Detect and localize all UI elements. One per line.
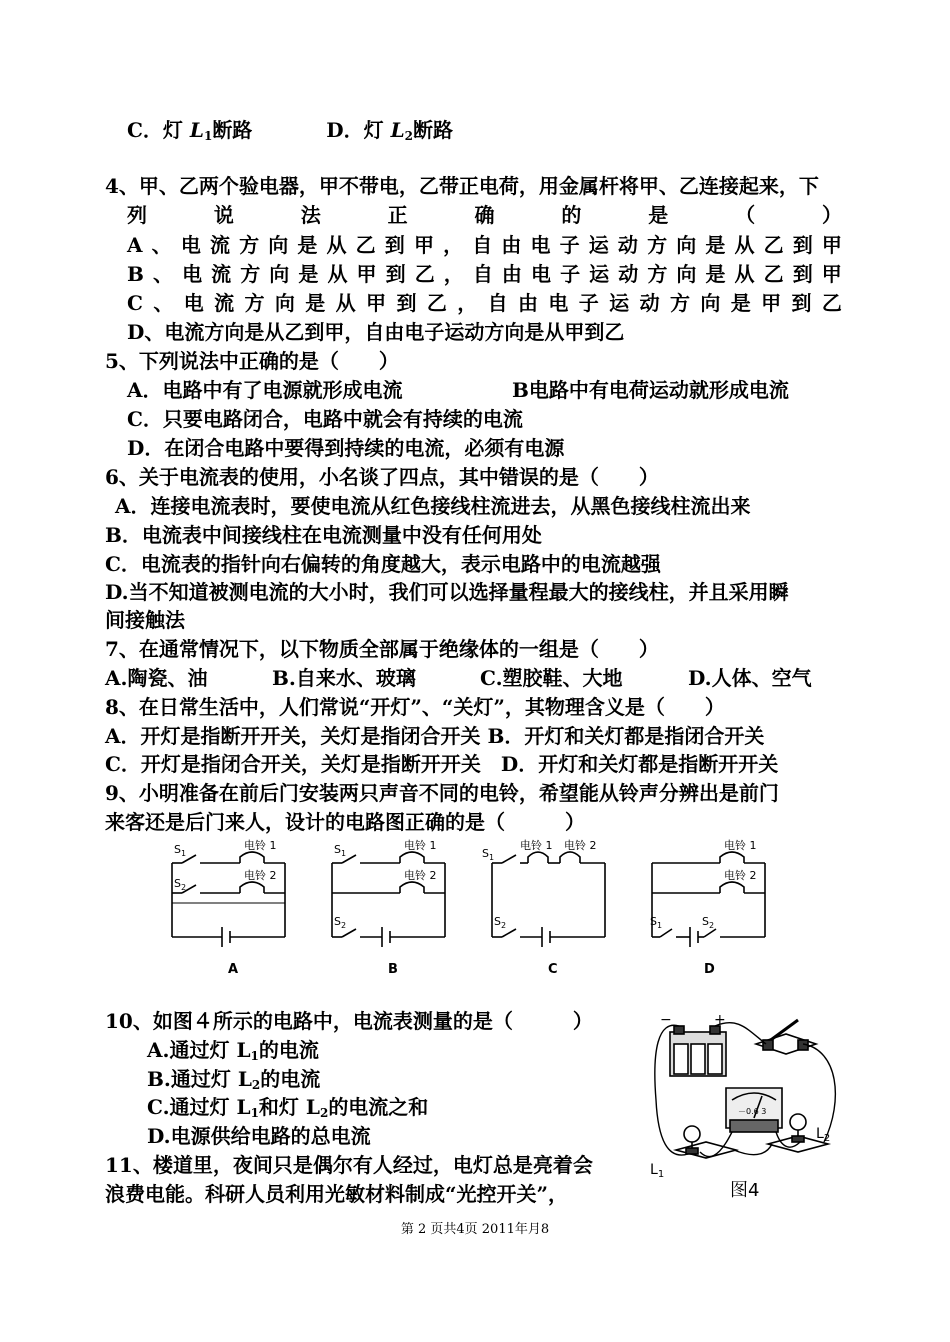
q4-option-b xyxy=(127,260,842,288)
q4-c-char: 方 xyxy=(669,291,690,315)
q4-a-char: 由 xyxy=(501,233,522,257)
label-d-bell2: 电铃 2 xyxy=(724,869,757,882)
q4-c-char: 到 xyxy=(396,291,417,315)
q6-option-b: B．电流表中间接线柱在电流测量中没有任何用处 xyxy=(105,523,542,547)
q4-a-char: 乙 xyxy=(355,233,376,257)
q4-a-char: 向 xyxy=(676,233,697,257)
q4-b-char: 甲 xyxy=(821,262,842,286)
q8-options-cd: C．开灯是指闭合开关，关灯是指断开开关 D．开灯和关灯都是指断开开关 xyxy=(105,752,779,776)
q6-option-c: C．电流表的指针向右偏转的角度越大，表示电路中的电流越强 xyxy=(105,552,661,576)
q11-stem-line2: 浪费电能。科研人员利用光敏材料制成“光控开关”， xyxy=(105,1182,569,1206)
q4-a-char: 电 xyxy=(180,233,201,257)
q4-a-char: 子 xyxy=(559,233,580,257)
q5-option-c: C．只要电路闭合，电路中就会有持续的电流 xyxy=(127,407,523,431)
q4-a-char: 从 xyxy=(326,233,347,257)
q10-option-c: C.通过灯 $L_1$和灯 $L_2$的电流之和 xyxy=(147,1095,429,1120)
q4-a-char: 、 xyxy=(151,233,172,257)
label-c-s2: $S_2$ xyxy=(494,915,507,930)
battery-pack xyxy=(670,1026,726,1076)
q4-b-char: 方 xyxy=(647,262,668,286)
q5-option-b: B电路中有电荷运动就形成电流 xyxy=(512,378,789,402)
q4-b-char: 自 xyxy=(472,262,493,286)
label-c-bell2: 电铃 2 xyxy=(564,839,597,852)
q4-stem2-char: 正 xyxy=(387,203,408,227)
q11-stem-line1: 11、楼道里，夜间只是偶尔有人经过，电灯总是亮着会 xyxy=(105,1153,593,1177)
label-d-s1: $S_1$ xyxy=(650,915,663,930)
q4-b-char: 从 xyxy=(734,262,755,286)
q4-b-char: 动 xyxy=(618,262,639,286)
q4-stem-line2 xyxy=(127,201,842,229)
q4-a-char: 乙 xyxy=(763,233,784,257)
q4-b-char: 子 xyxy=(560,262,581,286)
q4-c-char: 向 xyxy=(274,291,295,315)
q4-b-char: 乙 xyxy=(763,262,784,286)
q4-a-char: 甲 xyxy=(413,233,434,257)
q4-b-char: 由 xyxy=(501,262,522,286)
q4-b-char: ， xyxy=(443,262,464,286)
q4-c-char: 、 xyxy=(153,291,174,315)
q7-option-c: C.塑胶鞋、大地 xyxy=(480,666,623,690)
circuit-label-d: D xyxy=(704,962,715,977)
q4-a-char: 甲 xyxy=(821,233,842,257)
q4-a-char: 到 xyxy=(384,233,405,257)
label-c-bell1: 电铃 1 xyxy=(520,839,553,852)
q4-stem2-char: 是 xyxy=(648,203,669,227)
label-d-s2: $S_2$ xyxy=(702,915,715,930)
q4-b-char: 电 xyxy=(531,262,551,286)
q4-c-char: 方 xyxy=(244,291,265,315)
q4-b-char: 、 xyxy=(152,262,173,286)
q4-a-char: 流 xyxy=(209,233,230,257)
q5-option-d: D．在闭合电路中要得到持续的电流，必须有电源 xyxy=(127,436,565,460)
q4-b-char: 到 xyxy=(385,262,406,286)
label-a-bell2: 电铃 2 xyxy=(244,869,277,882)
q4-stem2-char: 确 xyxy=(474,203,495,227)
q4-c-char: 到 xyxy=(791,291,812,315)
fig4-minus: − xyxy=(660,1012,672,1028)
q4-c-char: C xyxy=(127,291,143,315)
q4-c-char: 运 xyxy=(609,291,630,315)
q4-a-char: 动 xyxy=(617,233,638,257)
q4-c-char: 甲 xyxy=(366,291,387,315)
q8-options-ab: A．开灯是指断开开关，关灯是指闭合开关 B．开灯和关灯都是指闭合开关 xyxy=(105,724,765,748)
label-b-bell2: 电铃 2 xyxy=(404,869,437,882)
q7-stem: 7、在通常情况下，以下物质全部属于绝缘体的一组是（ ） xyxy=(105,637,659,661)
q4-c-char: 子 xyxy=(578,291,599,315)
q4-b-char: 是 xyxy=(298,262,319,286)
label-a-bell1: 电铃 1 xyxy=(244,839,277,852)
q10-stem: 10、如图４所示的电路中，电流表测量的是（ ） xyxy=(105,1009,593,1033)
q4-stem2-char: 法 xyxy=(300,203,321,227)
q4-b-char: 从 xyxy=(327,262,348,286)
fig4-plus: + xyxy=(714,1012,726,1028)
q10-option-d: D.电源供给电路的总电流 xyxy=(147,1124,371,1148)
q4-b-char: 到 xyxy=(792,262,813,286)
fig4-meter-scale: －0.6 3 xyxy=(738,1107,767,1116)
q5-stem: 5、下列说法中正确的是（ ） xyxy=(105,349,399,373)
circuit-d xyxy=(652,852,765,947)
q4-c-char: 乙 xyxy=(426,291,447,315)
q6-stem: 6、关于电流表的使用，小名谈了四点，其中错误的是（ ） xyxy=(105,465,659,489)
circuit-label-a: A xyxy=(228,962,239,977)
label-a-s1: $S_1$ xyxy=(174,843,187,858)
q4-a-char: 是 xyxy=(297,233,318,257)
label-b-s1: $S_1$ xyxy=(334,843,347,858)
q4-c-char: 自 xyxy=(487,291,508,315)
circuit-label-c: C xyxy=(548,962,558,977)
circuit-a xyxy=(172,852,285,947)
q4-b-char: 向 xyxy=(676,262,697,286)
q4-c-char: 电 xyxy=(183,291,204,315)
q4-c-char: 乙 xyxy=(821,291,842,315)
q8-stem: 8、在日常生活中，人们常说“开灯”、“关灯”，其物理含义是（ ） xyxy=(105,695,725,719)
page-footer: 第 2 页共4页 2011年月8 xyxy=(400,1222,550,1237)
q4-a-char: 电 xyxy=(530,233,551,257)
q6-option-d-line2: 间接触法 xyxy=(105,608,185,632)
q4-c-char: 向 xyxy=(700,291,721,315)
q4-stem: 4、甲、乙两个验电器，甲不带电，乙带正电荷，用金属杆将甲、乙连接起来，下 xyxy=(105,174,819,198)
q4-option-d: D、电流方向是从乙到甲，自由电子运动方向是从甲到乙 xyxy=(127,320,625,344)
q4-b-char: 电 xyxy=(182,262,203,286)
knife-switch xyxy=(756,1020,816,1054)
q4-c-char: 是 xyxy=(305,291,326,315)
q4-a-char: 到 xyxy=(792,233,813,257)
fig4-caption: 图4 xyxy=(730,1180,760,1201)
label-b-s2: $S_2$ xyxy=(334,915,347,930)
q4-b-char: 方 xyxy=(240,262,261,286)
q4-stem2-char: 的 xyxy=(561,203,582,227)
q4-a-char: 运 xyxy=(588,233,609,257)
q4-b-char: 甲 xyxy=(356,262,377,286)
q4-c-char: 从 xyxy=(335,291,356,315)
q4-b-char: B xyxy=(127,262,144,286)
q5-option-a: A．电路中有了电源就形成电流 xyxy=(127,378,403,402)
q4-option-a xyxy=(127,231,842,259)
q6-option-d-line1: D.当不知道被测电流的大小时，我们可以选择量程最大的接线柱，并且采用瞬 xyxy=(105,580,789,604)
q4-b-char: 运 xyxy=(589,262,610,286)
q7-option-b: B.自来水、玻璃 xyxy=(272,666,416,690)
q7-option-a: A.陶瓷、油 xyxy=(105,666,208,690)
q4-stem2-char: ） xyxy=(822,203,842,227)
q9-stem-line2: 来客还是后门来人，设计的电路图正确的是（ ） xyxy=(105,810,585,834)
q4-c-char: 甲 xyxy=(761,291,782,315)
q4-a-char: 是 xyxy=(705,233,726,257)
q4-a-char: ， xyxy=(443,233,464,257)
q4-a-char: 方 xyxy=(239,233,260,257)
q4-b-char: 向 xyxy=(269,262,290,286)
q4-b-char: 乙 xyxy=(414,262,435,286)
circuit-b xyxy=(332,852,445,947)
q4-a-char: 自 xyxy=(472,233,493,257)
q4-stem2-char: 列 xyxy=(127,203,147,227)
fig4-label-l1: $L_1$ xyxy=(650,1162,665,1180)
label-d-bell1: 电铃 1 xyxy=(724,839,757,852)
q9-stem-line1: 9、小明准备在前后门安装两只声音不同的电铃，希望能从铃声分辨出是前门 xyxy=(105,781,779,805)
label-a-s2: $S_2$ xyxy=(174,877,187,892)
q10-option-b: B.通过灯 $L_2$的电流 xyxy=(147,1067,321,1092)
q4-stem2-char: 说 xyxy=(213,203,234,227)
q4-c-char: 是 xyxy=(730,291,751,315)
q4-a-char: A xyxy=(127,233,143,257)
label-c-s1: $S_1$ xyxy=(482,847,495,862)
q4-stem2-char: （ xyxy=(735,203,756,227)
q4-a-char: 方 xyxy=(647,233,668,257)
q9-circuit-figure xyxy=(160,835,780,980)
q4-a-char: 向 xyxy=(268,233,289,257)
q7-option-d: D.人体、空气 xyxy=(688,666,812,690)
q4-b-char: 流 xyxy=(211,262,232,286)
q4-c-char: 电 xyxy=(548,291,569,315)
q10-option-a: A.通过灯 $L_1$的电流 xyxy=(147,1038,319,1063)
q4-c-char: 由 xyxy=(518,291,538,315)
circuit-label-b: B xyxy=(388,962,398,977)
q4-a-char: 从 xyxy=(734,233,755,257)
q4-c-char: ， xyxy=(457,291,478,315)
circuit-c xyxy=(492,852,605,947)
figure-4 xyxy=(648,1010,848,1210)
q4-option-c xyxy=(127,289,842,317)
q4-c-char: 流 xyxy=(214,291,235,315)
q6-option-a: A．连接电流表时，要使电流从红色接线柱流进去，从黑色接线柱流出来 xyxy=(115,494,751,518)
q4-c-char: 动 xyxy=(639,291,660,315)
q3-options-cd: C．灯 $L_1$断路 D．灯 $L_2$断路 xyxy=(127,118,453,143)
label-b-bell1: 电铃 1 xyxy=(404,839,437,852)
q4-b-char: 是 xyxy=(705,262,726,286)
fig4-label-l2: $L_2$ xyxy=(816,1126,831,1144)
